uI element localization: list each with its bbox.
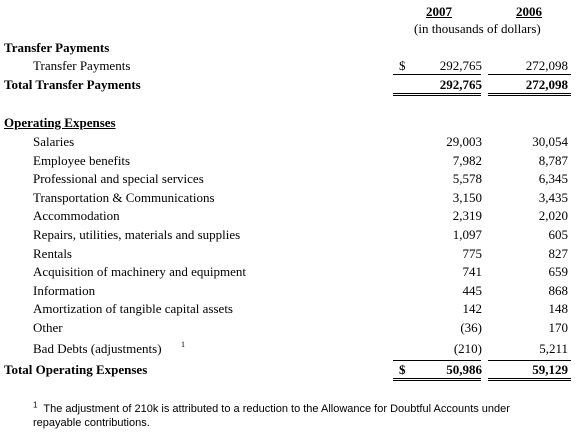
double-rule bbox=[393, 93, 481, 94]
expense-row-2006: 6,345 bbox=[538, 171, 568, 186]
total-transfer-2006: 272,098 bbox=[525, 77, 568, 92]
operating-expenses-heading: Operating Expenses bbox=[4, 115, 116, 130]
rule bbox=[393, 74, 481, 75]
total-operating-label: Total Operating Expenses bbox=[4, 362, 148, 377]
expense-row-2007: 445 bbox=[462, 283, 482, 298]
double-rule bbox=[488, 93, 571, 94]
expense-row-label: Employee benefits bbox=[33, 153, 131, 168]
total-operating-2006: 59,129 bbox=[532, 362, 568, 377]
expense-row-label: Transportation & Communications bbox=[33, 190, 215, 205]
expense-row-2007: 7,982 bbox=[452, 153, 482, 168]
transfer-payments-heading: Transfer Payments bbox=[4, 40, 110, 55]
expense-row-label: Bad Debts (adjustments) bbox=[33, 341, 162, 356]
total-operating-2007: 50,986 bbox=[446, 362, 482, 377]
expense-row-2007: (36) bbox=[460, 320, 482, 335]
expense-row-2006: 8,787 bbox=[538, 153, 568, 168]
expense-row-2006: 605 bbox=[548, 227, 568, 242]
rule bbox=[488, 74, 571, 75]
expense-row-2006: 659 bbox=[548, 264, 568, 279]
transfer-payments-label: Transfer Payments bbox=[33, 58, 131, 73]
expense-row-2007: 3,150 bbox=[452, 190, 482, 205]
double-rule bbox=[393, 380, 481, 381]
rule bbox=[488, 360, 571, 361]
expense-row-label: Acquisition of machinery and equipment bbox=[33, 264, 247, 279]
year-2006-header: 2006 bbox=[516, 4, 542, 19]
footnote bbox=[33, 402, 553, 430]
expense-row-label: Other bbox=[33, 320, 63, 335]
expense-row-2007: 2,319 bbox=[452, 208, 482, 223]
expense-row-2006: 170 bbox=[548, 320, 568, 335]
expense-row-2007: 775 bbox=[462, 246, 482, 261]
footnote-mark: 1 bbox=[33, 400, 38, 410]
total-transfer-label: Total Transfer Payments bbox=[4, 77, 141, 92]
expense-row-2006: 30,054 bbox=[532, 134, 568, 149]
expense-row-2007: 5,578 bbox=[452, 171, 482, 186]
year-2007-header: 2007 bbox=[426, 4, 452, 19]
expense-row-label: Information bbox=[33, 283, 96, 298]
expense-row-label: Rentals bbox=[33, 246, 72, 261]
total-operating-currency: $ bbox=[399, 362, 406, 377]
transfer-payments-2006: 272,098 bbox=[525, 58, 568, 73]
total-transfer-2007: 292,765 bbox=[439, 77, 482, 92]
expense-row-2007: 142 bbox=[462, 301, 482, 316]
units-note: (in thousands of dollars) bbox=[414, 21, 541, 36]
expense-row-2007: 741 bbox=[462, 264, 482, 279]
expense-row-2006: 827 bbox=[548, 246, 568, 261]
expense-row-label: Accommodation bbox=[33, 208, 120, 223]
expense-row-label: Repairs, utilities, materials and supplies bbox=[33, 227, 241, 242]
expense-row-2007: 29,003 bbox=[446, 134, 482, 149]
footnote-text: The adjustment of 210k is attributed to a reduction to the Allowance for Doubtful Accounts under repayable contributions. bbox=[33, 403, 510, 429]
expense-row-2007: 1,097 bbox=[452, 227, 482, 242]
transfer-currency: $ bbox=[399, 58, 406, 73]
expense-row-label: Professional and special services bbox=[33, 171, 204, 186]
expense-row-2006: 148 bbox=[548, 301, 568, 316]
rule bbox=[393, 360, 481, 361]
expense-row-2006: 5,211 bbox=[539, 341, 568, 356]
double-rule bbox=[488, 380, 571, 381]
expense-row-label: Amortization of tangible capital assets bbox=[33, 301, 233, 316]
double-rule bbox=[393, 378, 481, 379]
expense-row-label: Salaries bbox=[33, 134, 75, 149]
double-rule bbox=[488, 378, 571, 379]
expense-row-2006: 3,435 bbox=[538, 190, 568, 205]
expense-row-2007: (210) bbox=[453, 341, 482, 356]
transfer-payments-2007: 292,765 bbox=[439, 58, 482, 73]
double-rule bbox=[393, 95, 481, 96]
expense-row-2006: 868 bbox=[548, 283, 568, 298]
expense-row-2006: 2,020 bbox=[538, 208, 568, 223]
double-rule bbox=[488, 95, 571, 96]
